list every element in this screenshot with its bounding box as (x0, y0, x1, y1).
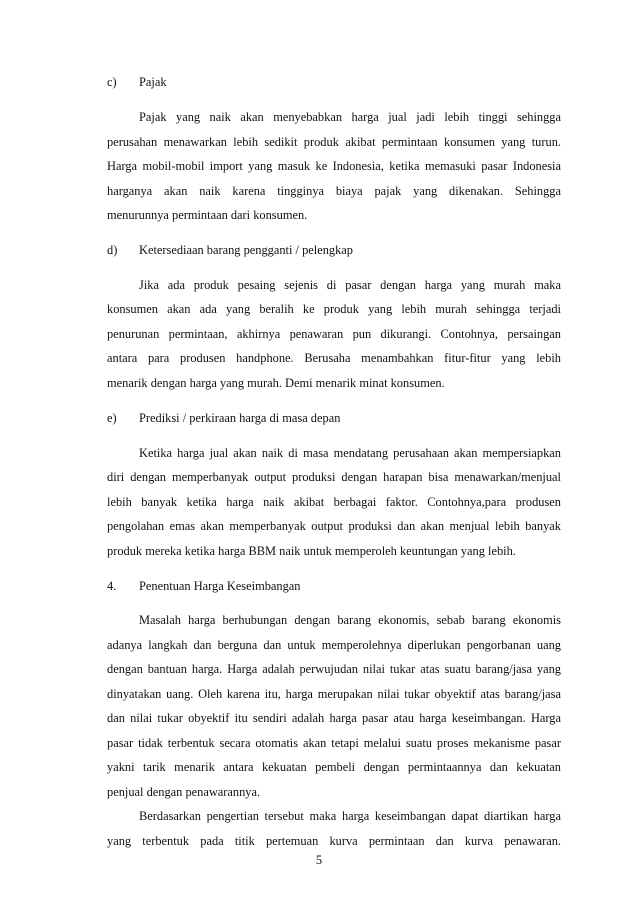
paragraph-line: adanya langkah dan berguna dan untuk memperolehnya diperlukan pengorbanan uang (107, 638, 561, 652)
section-heading-prediksi: Prediksi / perkiraan harga di masa depan (139, 411, 341, 425)
paragraph-line: perusahan menawarkan lebih sedikit produk akibat permintaan konsumen yang turun. (107, 135, 561, 149)
paragraph-line: penurunan permintaan, akhirnya penawaran pun dikurangi. Contohnya, persaingan (107, 327, 561, 341)
paragraph-line: yakni tarik menarik antara kekuatan pembeli dengan permintaannya dan kekuatan (107, 760, 561, 774)
paragraph-line: Pajak yang naik akan menyebabkan harga jual jadi lebih tinggi sehingga (139, 110, 561, 124)
paragraph-line: Masalah harga berhubungan dengan barang ekonomis, sebab barang ekonomis (139, 613, 561, 627)
section-heading-ketersediaan: Ketersediaan barang pengganti / pelengkap (139, 243, 353, 257)
section-heading-penentuan: Penentuan Harga Keseimbangan (139, 579, 301, 593)
paragraph-line: produk mereka ketika harga BBM naik untuk memperoleh keuntungan yang lebih. (107, 544, 516, 558)
paragraph-line: menurunnya permintaan dari konsumen. (107, 208, 308, 222)
paragraph-line: pengolahan emas akan memperbanyak output produksi dan akan menjual lebih banyak (107, 519, 561, 533)
paragraph-line: penjual dengan penawarannya. (107, 785, 261, 799)
section-label-4: 4. (107, 579, 117, 593)
paragraph-line: menarik dengan harga yang murah. Demi menarik minat konsumen. (107, 376, 445, 390)
section-label-e: e) (107, 411, 117, 425)
paragraph-line: Jika ada produk pesaing sejenis di pasar dengan harga yang murah maka (139, 278, 561, 292)
section-label-d: d) (107, 243, 118, 257)
section-label-c: c) (107, 75, 117, 89)
paragraph-line: konsumen akan ada yang beralih ke produk yang lebih murah sehingga terjadi (107, 302, 561, 316)
paragraph-line: diri dengan memperbanyak output produksi dengan harapan bisa menawarkan/menjual (107, 470, 561, 484)
paragraph-line: dengan bantuan harga. Harga adalah perwujudan nilai tukar atas suatu barang/jasa yang (107, 662, 561, 676)
paragraph-line: Berdasarkan pengertian tersebut maka harga keseimbangan dapat diartikan harga (139, 809, 561, 823)
paragraph-line: pasar tidak terbentuk secara otomatis akan tetapi melalui suatu proses mekanisme pasar (107, 736, 561, 750)
paragraph-line: dan nilai tukar obyektif itu sendiri adalah harga pasar atau harga keseimbangan. Harga (107, 711, 561, 725)
paragraph-line: dinyatakan uang. Oleh karena itu, harga merupakan nilai tukar obyektif atas barang/jasa (107, 687, 561, 701)
paragraph-line: harganya akan naik karena tingginya biaya pajak yang dikenakan. Sehingga (107, 184, 561, 198)
paragraph-line: Ketika harga jual akan naik di masa mendatang perusahaan akan mempersiapkan (139, 446, 561, 460)
paragraph-line: lebih banyak ketika harga naik akibat berbagai faktor. Contohnya,para produsen (107, 495, 561, 509)
paragraph-line: Harga mobil-mobil import yang masuk ke Indonesia, ketika memasuki pasar Indonesia (107, 159, 561, 173)
paragraph-line: antara para produsen handphone. Berusaha menambahkan fitur-fitur yang lebih (107, 351, 561, 365)
section-heading-pajak: Pajak (139, 75, 167, 89)
page-number: 5 (315, 853, 323, 867)
paragraph-line: yang terbentuk pada titik pertemuan kurva permintaan dan kurva penawaran. (107, 834, 561, 848)
